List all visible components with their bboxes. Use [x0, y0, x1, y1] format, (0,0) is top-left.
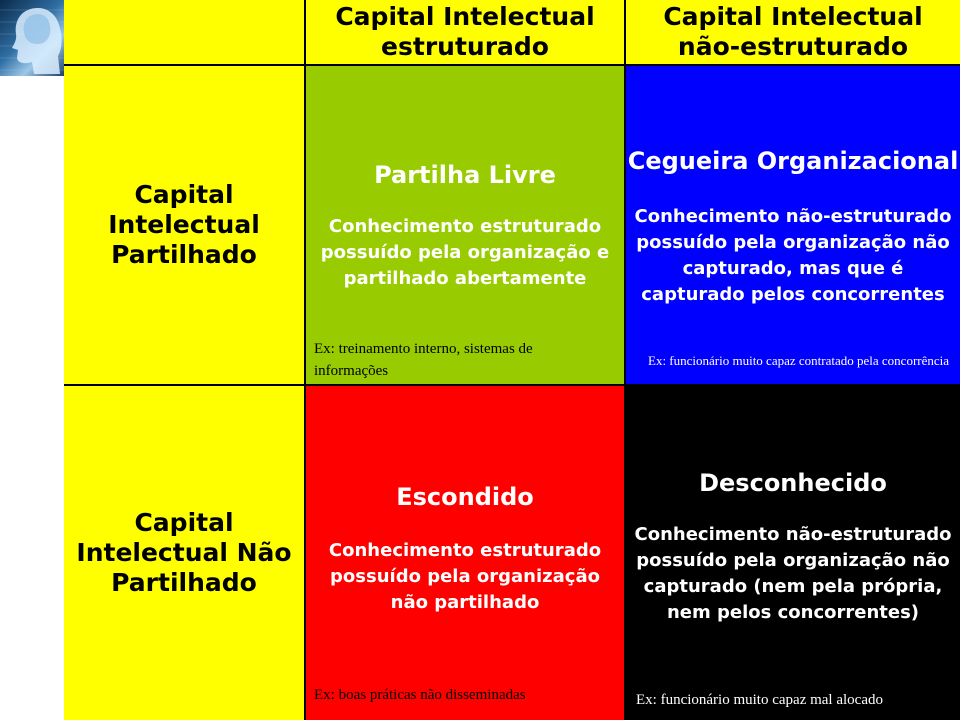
cell-unknown: [626, 386, 960, 720]
cell-title: Cegueira Organizacional: [627, 147, 959, 175]
cell-hidden: [306, 386, 624, 720]
cell-description: Conhecimento não-estruturado possuído pela organização não capturado, mas que é capturado pelos concorrentes: [634, 206, 952, 305]
cell-example: Ex: funcionário muito capaz mal alocado: [636, 692, 883, 708]
column-header-unstructured: Capital Intelectual não-estruturado: [626, 0, 960, 64]
logo-digital-head-icon: [0, 0, 64, 76]
knowledge-matrix: [64, 0, 960, 720]
cell-title: Escondido: [396, 483, 534, 511]
cell-example: Ex: funcionário muito capaz contratado pela concorrência: [648, 353, 950, 368]
row-header-shared: Capital Intelectual Partilhado: [64, 66, 304, 384]
digital-head-icon: [0, 0, 64, 76]
column-header-structured: Capital Intelectual estruturado: [306, 0, 624, 64]
cell-description: Conhecimento estruturado possuído pela organização e partilhado abertamente: [320, 216, 610, 289]
cell-organizational-blindness: [626, 66, 960, 384]
cell-title: Desconhecido: [699, 469, 887, 497]
cell-example: Ex: boas práticas não disseminadas: [314, 687, 526, 703]
row-header-not-shared: Capital Intelectual Não Partilhado: [64, 386, 304, 720]
cell-title: Partilha Livre: [374, 161, 556, 189]
corner-cell: [64, 0, 304, 64]
cell-description: Conhecimento não-estruturado possuído pela organização não capturado (nem pela própria, nem pelos concorrentes): [634, 524, 952, 623]
cell-free-sharing: [306, 66, 624, 384]
cell-description: Conhecimento estruturado possuído pela organização não partilhado: [328, 540, 602, 613]
cell-example: Ex: treinamento interno, sistemas de informações: [314, 341, 533, 379]
